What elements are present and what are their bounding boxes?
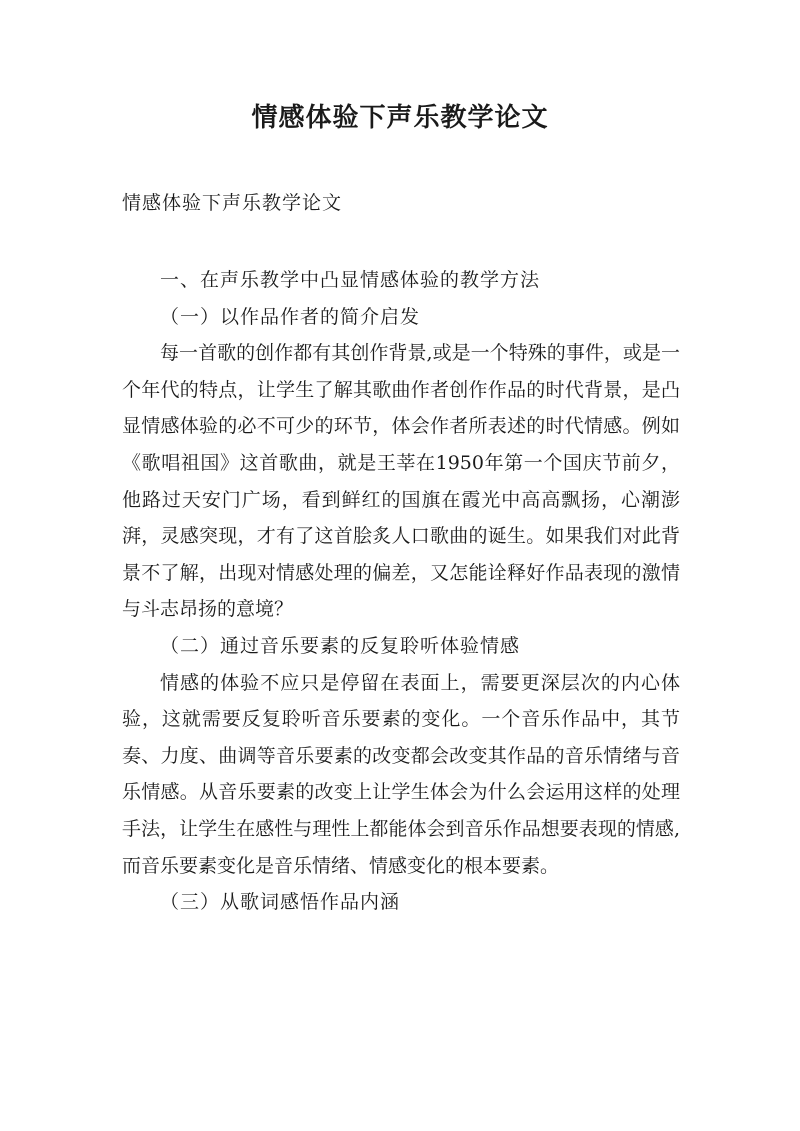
document-body [122,262,680,921]
paragraph-2: 情感的体验不应只是停留在表面上，需要更深层次的内心体验，这就需要反复聆听音乐要素的变化。一个音乐作品中，其节奏、力度、曲调等音乐要素的改变都会改变其作品的音乐情绪与音乐情感。从音乐要素的改变上让学生体会为什么会运用这样的处理手法，让学生在感性与理性上都能体会到音乐作品想要表现的情感,而音乐要素变化是音乐情绪、情感变化的根本要素。 [122,671,680,877]
document-subtitle: 情感体验下声乐教学论文 [122,192,343,214]
subsection-heading-2: （二）通过音乐要素的反复聆听体验情感 [160,634,521,657]
paragraph-1: 每一首歌的创作都有其创作背景,或是一个特殊的事件，或是一个年代的特点，让学生了解其歌曲作者创作作品的时代背景，是凸显情感体验的必不可少的环节，体会作者所表述的时代情感。例如《歌唱祖国》这首歌曲，就是王莘在1950年第一个国庆节前夕，他路过天安门广场，看到鲜红的国旗在霞光中高高飘扬，心潮澎湃，灵感突现，才有了这首脍炙人口歌曲的诞生。如果我们对此背景不了解，出现对情感处理的偏差，又怎能诠释好作品表现的激情与斗志昂扬的意境？ [122,342,680,621]
document-title: 情感体验下声乐教学论文 [251,103,549,133]
subsection-heading-1: （一）以作品作者的简介启发 [160,305,421,328]
subsection-heading-3: （三）从歌词感悟作品内涵 [160,891,401,914]
section-heading-1: 一、在声乐教学中凸显情感体验的教学方法 [160,269,541,291]
